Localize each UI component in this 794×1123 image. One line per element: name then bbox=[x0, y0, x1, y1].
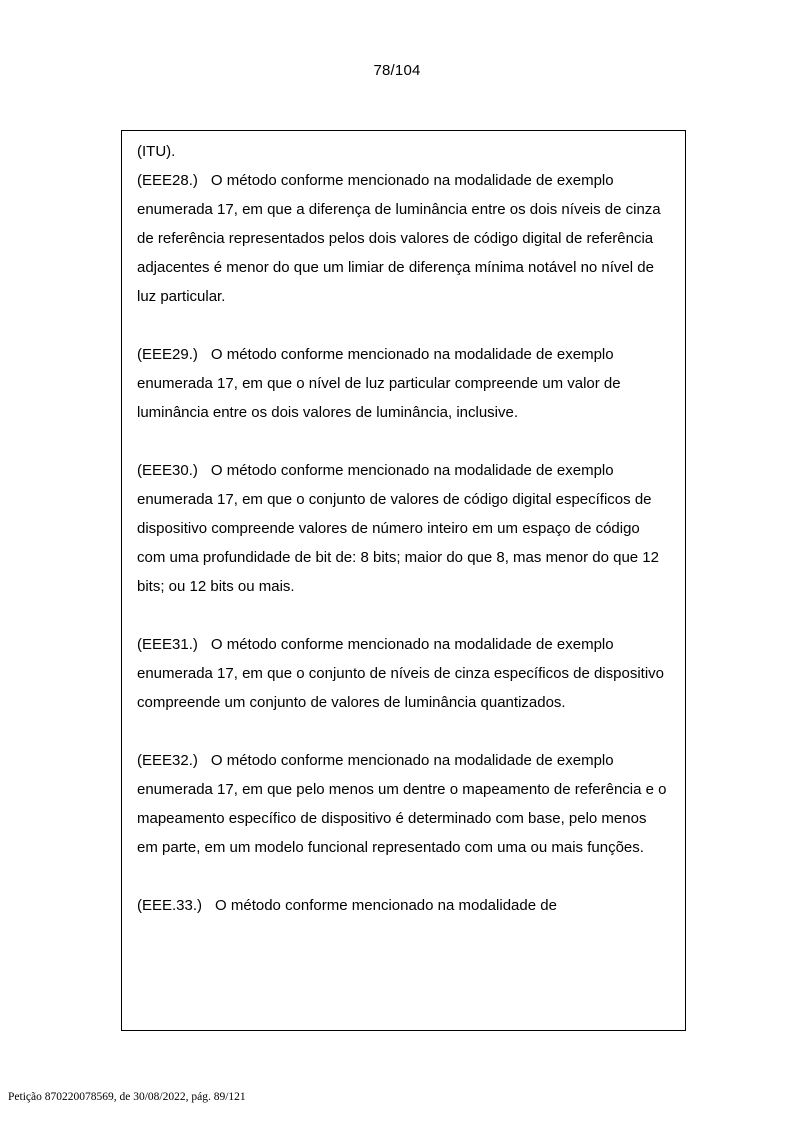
claim-body: O método conforme mencionado na modalidade de exemplo enumerada 17, em que o conjunto de níveis de cinza específicos de dispositivo compreende um conjunto de valores de luminância quantizados. bbox=[137, 636, 664, 711]
intro-fragment: (ITU). bbox=[137, 143, 176, 160]
claim-body: O método conforme mencionado na modalidade de exemplo enumerada 17, em que pelo menos um dentre o mapeamento de referência e o mapeamento específico de dispositivo é determinado com base, pelo menos em parte, em um modelo funcional representado com uma ou mais funções. bbox=[137, 752, 667, 856]
claim-label: (EEE28.) bbox=[137, 172, 198, 189]
claim-label: (EEE30.) bbox=[137, 462, 198, 479]
claim-paragraph bbox=[137, 630, 669, 717]
claim-label: (EEE.33.) bbox=[137, 897, 203, 914]
claims-box bbox=[121, 130, 686, 1031]
claim-paragraph bbox=[137, 340, 669, 427]
claim-body: O método conforme mencionado na modalidade de exemplo enumerada 17, em que o conjunto de valores de código digital específicos de dispositivo compreende valores de número inteiro em um espaço de código com uma profundidade de bit de: 8 bits; maior do que 8, mas menor do que 12 bits; ou 12 bits ou mais. bbox=[137, 462, 659, 595]
claim-body: O método conforme mencionado na modalidade de exemplo enumerada 17, em que a diferença de luminância entre os dois níveis de cinza de referência representados pelos dois valores de código digital de referência adjacentes é menor do que um limiar de diferença mínima notável no nível de luz particular. bbox=[137, 172, 661, 305]
claim-label: (EEE32.) bbox=[137, 752, 198, 769]
page-number: 78/104 bbox=[373, 62, 421, 79]
claim-body: O método conforme mencionado na modalidade de exemplo enumerada 17, em que o nível de luz particular compreende um valor de luminância entre os dois valores de luminância, inclusive. bbox=[137, 346, 621, 421]
claim-body: O método conforme mencionado na modalidade de bbox=[215, 897, 557, 914]
claim-label: (EEE31.) bbox=[137, 636, 198, 653]
petition-footer: Petição 870220078569, de 30/08/2022, pág. 89/121 bbox=[8, 1091, 246, 1103]
claim-paragraph bbox=[137, 456, 669, 601]
claim-paragraph bbox=[137, 166, 669, 311]
claim-paragraph bbox=[137, 746, 669, 862]
claim-label: (EEE29.) bbox=[137, 346, 198, 363]
claim-paragraph bbox=[137, 891, 669, 920]
